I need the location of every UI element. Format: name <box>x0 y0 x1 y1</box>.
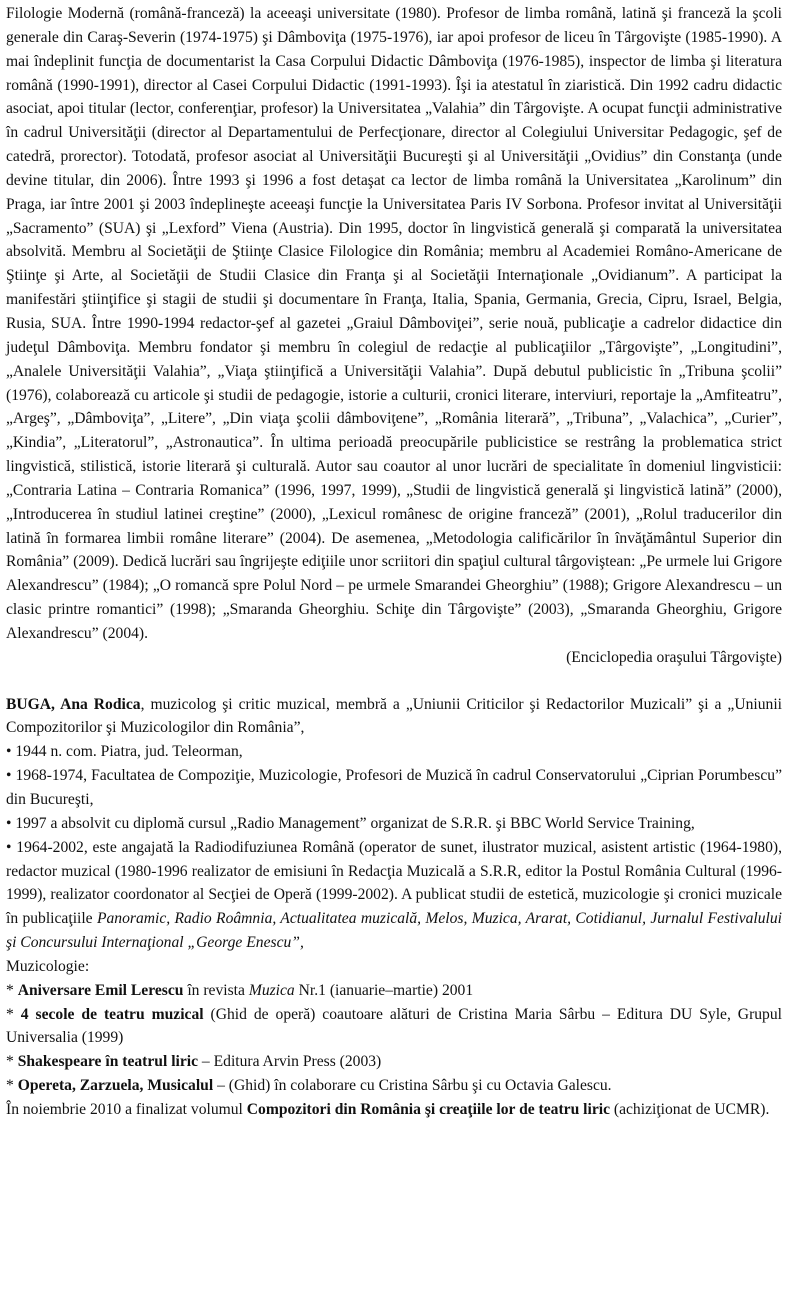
work-item <box>6 1074 782 1098</box>
work-journal: Muzica <box>248 981 295 999</box>
bullet-birth: • 1944 n. com. Piatra, jud. Teleorman, <box>6 743 243 761</box>
entry2-name: BUGA, Ana Rodica <box>6 695 141 713</box>
bullet-course: • 1997 a absolvit cu diplomă cursul „Radio Management” organizat de S.R.R. şi BBC World Service Training, <box>6 814 695 832</box>
entry-separator <box>6 670 782 693</box>
source-citation: (Enciclopedia oraşului Târgovişte) <box>566 648 782 666</box>
work-title: Aniversare Emil Lerescu <box>17 981 184 999</box>
entry1-body: Filologie Modernă (română-franceză) la aceeaşi universitate (1980). Profesor de limba română, latină şi franceză la şcoli generale din Caraş-Severin (1974-1975) şi Dâmboviţa (1975-1976), iar apoi profesor de liceu în Târgovişte (1985-1990). A mai îndeplinit funcţia de documentarist la Casa Corpului Didactic Dâmboviţa (1976-1985), inspector de limba şi literatura română (1990-1991), director al Casei Corpului Didactic (1991-1993). Îşi ia atestatul în ziaristică. Din 1992 cadru didactic asociat, apoi titular (lector, conferenţiar, profesor) la Universitatea „Valahia” din Târgovişte. A ocupat funcţii administrative în cadrul Universităţii (director al Departamentului de Perfecţionare, director al Colegiului Universitar Pedagogic, şef de catedră, prorector). Totodată, profesor asociat al Universităţii Bucureşti şi al Universităţii „Ovidius” din Constanţa (unde devine titular, din 2006). Între 1993 şi 1996 a fost detaşat ca lector de limba română la Universitatea „Karolinum” din Praga, iar între 2001 şi 2003 îndeplineşte aceeaşi funcţie la Universitatea Paris IV Sorbona. Profesor invitat al Universităţii „Sacramento” (SUA) şi „Lexford” Viena (Austria). Din 1995, doctor în lingvistică generală şi comparată la universitatea absolvită. Membru al Societăţii de Ştiinţe Clasice Filologice din România; membru al Academiei Româno-Americane de Ştiinţe şi Arte, al Societăţii de Studii Clasice din Franţa şi al Societăţii Internaţionale „Ovidianum”. A participat la manifestări ştiinţifice şi stagii de studii şi documentare în Franţa, Italia, Spania, Germania, Grecia, Cipru, Israel, Belgia, Rusia, SUA. Între 1990-1994 redactor-şef al gazetei „Graiul Dâmboviţei”, serie nouă, publicaţie a cadrelor didactice din judeţul Dâmboviţa. Membru fondator şi membru în colegiul de redacţie al publicaţiilor „Târgovişte”, „Longitudini”, „Analele Universităţii Valahia”, „Viaţa ştiinţifică a Universităţii Valahia”. După debutul publicistic în „Tribuna şcolii” (1976), colaborează cu articole şi studii de pedagogie, istorie a culturii, cronici literare, interviuri, reportaje la „Amfiteatru”, „Argeş”, „Dâmboviţa”, „Litere”, „Din viaţa şcolii dâmboviţene”, „România literară”, „Tribuna”, „Valachica”, „Curier”, „Kindia”, „Literatorul”, „Astronautica”. În ultima perioadă preocupările publicistice se restrâng la problematica strict lingvistică, stilistică, istorie literară şi culturală. Autor sau coautor al unor lucrări de specialitate în domeniul lingvisticii: „Contraria Latina – Contraria Romanica” (1996, 1997, 1999), „Studii de lingvistică generală şi lingvistică latină” (2000), „Introducerea în studiul latinei creştine” (2000), „Lexicul românesc de origine franceză” (2001), „Rolul traducerilor din latină în formarea limbii române literare” (2004). De asemenea, „Metodologia calificărilor în învăţământul Superior din România” (2009). Dedică lucrări sau îngrijeşte ediţiile unor scriitori din spaţiul cultural târgoviştean: „Pe urmele lui Grigore Alexandrescu” (1984); „O romancă spre Polul Nord – pe urmele Smarandei Gheorghiu” (1988); Grigore Alexandrescu – un clasic printre romantici” (1998); „Smaranda Gheorghiu. Schiţe din Târgovişte” (2003), „Smaranda Gheorghiu, Grigore Alexandrescu” (2004). <box>6 5 782 642</box>
final-note <box>6 1098 782 1122</box>
bullet-career <box>6 836 782 955</box>
entry2-intro <box>6 693 782 741</box>
work-bullet: * <box>6 1053 18 1071</box>
work-title: Opereta, Zarzuela, Musicalul <box>17 1077 214 1095</box>
work-item <box>6 1050 782 1074</box>
work-title: 4 secole de teatru muzical <box>20 1005 204 1023</box>
work-rest: – (Ghid) în colaborare cu Cristina Sârbu şi cu Octavia Galescu. <box>213 1077 612 1095</box>
work-bullet: * <box>6 981 18 999</box>
final-note-post: (achiziţionat de UCMR). <box>610 1100 770 1118</box>
entry2-intro-text: , muzicolog şi critic muzical, membră a „Uniunii Criticilor şi Redactorilor Muzicali” şi a „Uniunii Compozitorilor şi Muzicologilor din România”, <box>6 695 782 737</box>
final-note-pre: În noiembrie 2010 a finalizat volumul <box>6 1100 247 1118</box>
entry2 <box>6 693 782 1122</box>
final-note-title: Compozitori din România şi creaţiile lor de teatru liric <box>246 1100 610 1118</box>
work-bullet: * <box>6 1077 18 1095</box>
work-title: Shakespeare în teatrul liric <box>17 1053 199 1071</box>
work-item <box>6 1003 782 1051</box>
work-rest: (Ghid de operă) coautoare alături de Cristina Maria Sârbu – Editura DU Syle, Grupul Universalia (1999) <box>6 1005 782 1047</box>
bullet-education: • 1968-1974, Facultatea de Compoziţie, Muzicologie, Profesori de Muzică în cadrul Conservatorului „Ciprian Porumbescu” din Bucureşti, <box>6 767 782 808</box>
work-item <box>6 979 782 1003</box>
work-rest: Nr.1 (ianuarie–martie) 2001 <box>294 981 474 999</box>
muzicologie-label: Muzicologie: <box>6 957 90 975</box>
work-mid: în revista <box>183 981 249 999</box>
publications-list: Panoramic, Radio Roâmnia, Actualitatea muzicală, Melos, Muzica, Ararat, Cotidianul, Jurnalul Festivalului şi Concursului Internaţional „George Enescu”, <box>6 910 782 952</box>
work-bullet: * <box>6 1005 21 1023</box>
bullet-career-text: • 1964-2002, este angajată la Radiodifuziunea Română (operator de sunet, ilustrator muzical, asistent artistic (1964-1980), redactor muzical (1980-1996 realizator de emisiuni în Redacţia Muzicală a S.R.R, editor la Postul România Cultural (1996-1999), realizator coordonator al Secţiei de Operă (1999-2002). A publicat studii de estetică, muzicologie şi cronici muzicale în publicaţiile <box>6 838 782 928</box>
work-rest: – Editura Arvin Press (2003) <box>198 1053 382 1071</box>
